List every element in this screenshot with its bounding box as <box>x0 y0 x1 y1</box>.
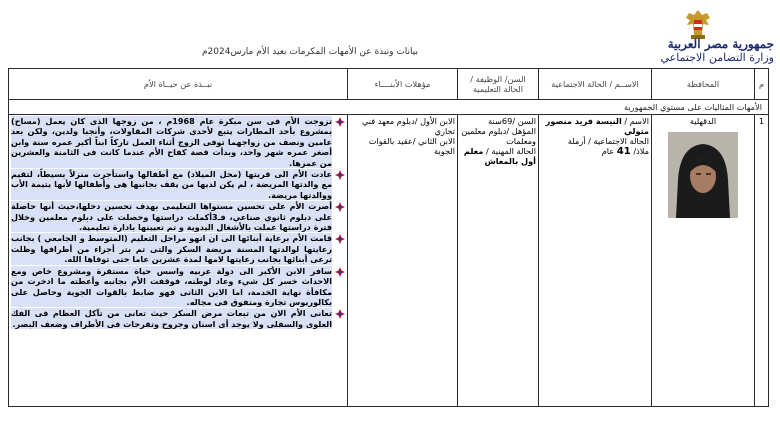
bio-item <box>11 116 345 168</box>
qualification: المؤهل /دبلوم معلمين ومعلمات <box>461 126 536 146</box>
bullet-icon <box>335 202 345 212</box>
name-line <box>541 116 649 136</box>
portrait-image <box>668 132 738 218</box>
child-2: الابن الثاني /عقيد بالقوات الجوية <box>368 136 455 156</box>
bio-item <box>11 169 345 200</box>
name-status-cell <box>539 115 652 407</box>
age-value: 41 <box>616 146 631 157</box>
row-number: 1 <box>755 115 769 407</box>
col-name-status: الاســم / الحالة الاجتماعية <box>539 69 652 100</box>
col-children: مؤهلات الأبنــــاء <box>348 69 458 100</box>
child-1: الابن الأول /دبلوم معهد فني تجاري <box>361 116 455 136</box>
col-bio: نبــذة عن حيــاة الأم <box>9 69 348 100</box>
mother-photo <box>668 132 738 218</box>
page-header <box>0 0 780 68</box>
job-value: معلم أول بالمعاش <box>463 146 536 166</box>
bio-paragraph: قامت الأم برعاية أبنائها الى ان انهو مراحل التعليم (المتوسط و الجامعي ) بجانب رعايتها لوالدتها المسنة مريضة السكر والتى تم بتر أجزاء من أطرافها وظلت ترعى أبنائها بجانب رعايتها لامها لمدة عشرين عاما حتى توفاها الله. <box>11 233 332 265</box>
age-years: السن /69سنة <box>488 116 536 126</box>
document-title: بيانات ونبذة عن الأمهات المكرمات بعيد الأم مارس2024م <box>201 47 419 57</box>
bullet-icon <box>335 170 345 180</box>
bullet-icon <box>335 234 345 244</box>
table-row <box>9 115 769 407</box>
bullet-icon <box>335 117 345 127</box>
col-num: م <box>755 69 769 100</box>
section-row <box>9 100 769 115</box>
bio-paragraph: تزوجت الأم فى سن مبكرة عام 1968م ، من زوجها الذى كان يعمل (مساح) بمشروع بأحد المطارات يتبع لأحدى شركات المقاولات، وأنجبا ولدين، ولكن بعد عامين ونصف من زواجهما توفى الزوج أثناء العمل تاركاً ابناً أكبر عمره سنة وابن أصغر عمره شهر واحد، وبدأت قصة كفاح الأم عندما كانت فى الثامنة والعشرين من عمرها. <box>11 116 332 168</box>
bio-paragraph: عادت الأم الى قريتها (محل الميلاد) مع أطفالها واستأجرت منزلاً بسيطاً، لتقيم مع والدتها المريضة ، لم يكن لديها من يقف بجانبها هى وأطفالها لأنها يتيمة الأب ووالدتها مريضة. <box>11 169 332 200</box>
job-label: الحالة المهنية / <box>485 146 536 156</box>
age-job-cell <box>458 115 539 407</box>
bio-item <box>11 201 345 232</box>
governorate-cell <box>652 115 755 407</box>
bio-list <box>11 116 345 329</box>
bullet-icon <box>335 309 345 319</box>
bullet-icon <box>335 267 345 277</box>
bio-item <box>11 308 345 329</box>
section-title: الأمهات المثاليات على مستوي الجمهورية <box>9 100 769 115</box>
bio-cell <box>9 115 348 407</box>
name-label: الاسم / <box>624 116 649 126</box>
bio-item <box>11 266 345 308</box>
bio-paragraph: تعانى الأم الان من تبعات مرض السكر حيث تعانى من تآكل العظام فى الفك العلوى والسفلى ولا يوجد أى اسنان وجروح وتقرحات فى الأطراف وضعف البصر. <box>11 308 332 329</box>
government-heading <box>624 37 774 64</box>
bio-item <box>11 233 345 264</box>
job-line <box>460 146 536 166</box>
col-governorate: المحافظة <box>652 69 755 100</box>
bio-paragraph: سافر الابن الأكبر الى دولة عربيه واسس حياة مستقرة ومشروع خاص ومع الاحداث خسر كل شيء وعاد لوطنه، فوقفت الأم بجانبه وأعطته ما ادخرت من مكافأة نهاية الخدمة، اما الابن الثانى فهو ضابط بالقوات الجوية وحاصل على بكالوريوس تجارة ومتفوق فى مجاله. <box>11 265 332 307</box>
mother-name: النيسة فريد منصور متولي <box>545 116 649 136</box>
ministry-name: وزارة التضامن الاجتماعي <box>660 51 774 64</box>
children-cell <box>348 115 458 407</box>
bio-paragraph: أصرت الأم على تحسين مستواها التعليمى بهدف تحسين دخلها،حيث أنها حاصلة على دبلوم ثانوي صناعي، فـ3أكملت دراستها وحصلت على دبلوم معلمين وخلال فترة دراستها عملت بالأشغال اليدوية و تم تعيينها بادارة تعليمية. <box>11 201 332 233</box>
col-age-job: السن/ الوظيفة / الحالة التعليمية <box>458 69 539 100</box>
org-name: جمهورية مصر العربية <box>667 37 774 51</box>
honorees-table <box>8 68 769 407</box>
governorate-name: الدقهلية <box>689 116 717 126</box>
age-line <box>541 146 649 157</box>
marital-status: الحالة الاجتماعية / أرملة <box>567 136 649 146</box>
age-suffix: عام <box>601 146 615 156</box>
table-header-row <box>9 69 769 100</box>
age-prefix: ملاذ/ <box>633 146 649 156</box>
